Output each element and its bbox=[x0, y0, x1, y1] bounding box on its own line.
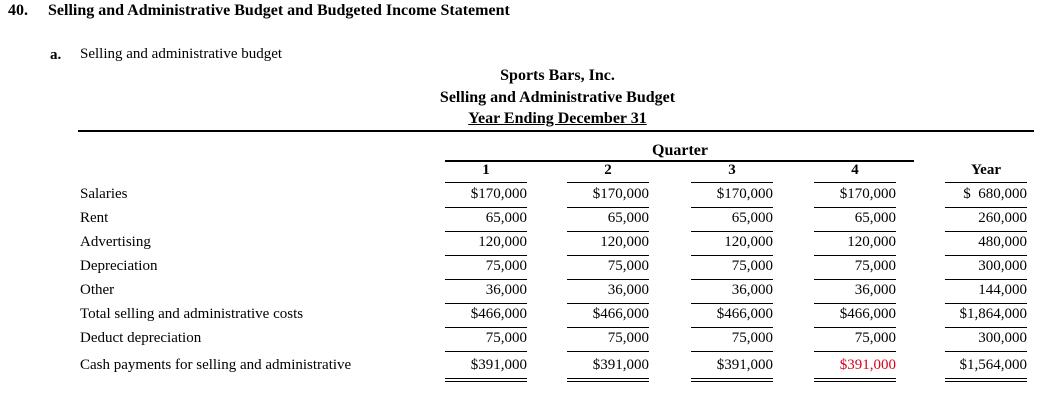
cell: 65,000 bbox=[485, 210, 527, 226]
cell-underline bbox=[691, 351, 773, 352]
cell-underline bbox=[445, 378, 527, 379]
cell: 120,000 bbox=[724, 234, 773, 250]
cell: $391,000 bbox=[470, 357, 527, 373]
cell-underline bbox=[691, 303, 773, 304]
cell-underline bbox=[691, 255, 773, 256]
cell: 120,000 bbox=[478, 234, 527, 250]
cell-underline bbox=[567, 279, 649, 280]
cell-underline bbox=[814, 231, 896, 232]
report-name: Selling and Administrative Budget bbox=[439, 89, 676, 106]
cell: 75,000 bbox=[854, 330, 896, 346]
cell: 65,000 bbox=[731, 210, 773, 226]
cell-underline bbox=[814, 303, 896, 304]
company-name: Sports Bars, Inc. bbox=[500, 67, 615, 84]
cell-underline bbox=[445, 207, 527, 208]
cell-underline bbox=[445, 279, 527, 280]
cell-underline bbox=[567, 255, 649, 256]
col-header-year: Year bbox=[971, 162, 1001, 178]
cell-underline bbox=[945, 279, 1027, 280]
header-rule bbox=[78, 130, 1034, 132]
col-header-q2: 2 bbox=[604, 162, 612, 178]
cell: 75,000 bbox=[607, 330, 649, 346]
quarter-header: Quarter bbox=[652, 142, 708, 159]
cell-underline bbox=[691, 381, 773, 382]
cell: 36,000 bbox=[607, 282, 649, 298]
col-header-q3: 3 bbox=[728, 162, 736, 178]
cell: $466,000 bbox=[839, 306, 896, 322]
cell: 36,000 bbox=[731, 282, 773, 298]
row-label-depreciation: Depreciation bbox=[80, 258, 158, 274]
cell-underline bbox=[945, 351, 1027, 352]
problem-number: 40. bbox=[8, 2, 28, 19]
cell: $466,000 bbox=[470, 306, 527, 322]
cell: 75,000 bbox=[485, 330, 527, 346]
cell: 75,000 bbox=[485, 258, 527, 274]
cell: 300,000 bbox=[978, 258, 1027, 274]
cell: $466,000 bbox=[592, 306, 649, 322]
cell: 75,000 bbox=[607, 258, 649, 274]
cell: 65,000 bbox=[854, 210, 896, 226]
cell-underline bbox=[445, 381, 527, 382]
cell: $466,000 bbox=[716, 306, 773, 322]
cell-underline bbox=[814, 381, 896, 382]
cell-underline bbox=[945, 327, 1027, 328]
cell-underline bbox=[691, 231, 773, 232]
col-rule bbox=[945, 182, 1027, 183]
cell-underline bbox=[691, 327, 773, 328]
problem-title: Selling and Administrative Budget and Budgeted Income Statement bbox=[48, 2, 510, 19]
row-label-salaries: Salaries bbox=[80, 186, 128, 202]
cell-underline bbox=[691, 207, 773, 208]
cell-underline bbox=[945, 378, 1027, 379]
row-label-total: Total selling and administrative costs bbox=[80, 306, 304, 322]
cell: 120,000 bbox=[600, 234, 649, 250]
cell-underline bbox=[445, 327, 527, 328]
cell-underline bbox=[691, 378, 773, 379]
cell: 36,000 bbox=[854, 282, 896, 298]
row-label-other: Other bbox=[80, 282, 115, 298]
cell-underline bbox=[945, 255, 1027, 256]
cell-underline bbox=[945, 303, 1027, 304]
col-rule bbox=[814, 182, 896, 183]
cell: 260,000 bbox=[978, 210, 1027, 226]
report-period: Year Ending December 31 bbox=[468, 110, 647, 127]
highlighted-cell: $391,000 bbox=[839, 357, 896, 373]
cell-underline bbox=[445, 255, 527, 256]
cell-underline bbox=[567, 231, 649, 232]
cell: $391,000 bbox=[716, 357, 773, 373]
cell-underline bbox=[567, 327, 649, 328]
cell-underline bbox=[567, 351, 649, 352]
col-rule bbox=[445, 182, 527, 183]
col-rule bbox=[691, 182, 773, 183]
cell: $170,000 bbox=[592, 186, 649, 202]
cell: 480,000 bbox=[978, 234, 1027, 250]
cell-underline bbox=[814, 255, 896, 256]
cell: $1,864,000 bbox=[959, 306, 1027, 322]
cell-underline bbox=[567, 303, 649, 304]
cell-underline bbox=[945, 207, 1027, 208]
cell-underline bbox=[814, 327, 896, 328]
cell-underline bbox=[445, 303, 527, 304]
cell-underline bbox=[814, 351, 896, 352]
row-label-rent: Rent bbox=[80, 210, 109, 226]
row-label-deduct-depreciation: Deduct depreciation bbox=[80, 330, 202, 346]
cell-underline bbox=[567, 381, 649, 382]
col-rule bbox=[567, 182, 649, 183]
row-label-cash-payments: Cash payments for selling and administrative bbox=[80, 357, 352, 373]
cell: 75,000 bbox=[731, 258, 773, 274]
cell: 75,000 bbox=[731, 330, 773, 346]
cell: $391,000 bbox=[592, 357, 649, 373]
cell: 120,000 bbox=[847, 234, 896, 250]
cell: $170,000 bbox=[839, 186, 896, 202]
cell-underline bbox=[814, 207, 896, 208]
cell-underline bbox=[567, 378, 649, 379]
cell: 75,000 bbox=[854, 258, 896, 274]
cell: 65,000 bbox=[607, 210, 649, 226]
part-label: a. bbox=[50, 47, 62, 63]
cell-underline bbox=[567, 207, 649, 208]
cell: 36,000 bbox=[485, 282, 527, 298]
cell: $170,000 bbox=[716, 186, 773, 202]
row-label-advertising: Advertising bbox=[80, 234, 151, 250]
cell-underline bbox=[814, 378, 896, 379]
part-title: Selling and administrative budget bbox=[80, 46, 283, 62]
cell-underline bbox=[691, 279, 773, 280]
cell: $ 680,000 bbox=[963, 186, 1027, 202]
cell: 300,000 bbox=[978, 330, 1027, 346]
cell-underline bbox=[814, 279, 896, 280]
cell: $170,000 bbox=[470, 186, 527, 202]
cell: 144,000 bbox=[978, 282, 1027, 298]
cell-underline bbox=[945, 381, 1027, 382]
cell-underline bbox=[445, 231, 527, 232]
col-header-q1: 1 bbox=[482, 162, 490, 178]
cell-underline bbox=[945, 231, 1027, 232]
cell-underline bbox=[445, 351, 527, 352]
cell: $1,564,000 bbox=[959, 357, 1027, 373]
col-header-q4: 4 bbox=[851, 162, 859, 178]
